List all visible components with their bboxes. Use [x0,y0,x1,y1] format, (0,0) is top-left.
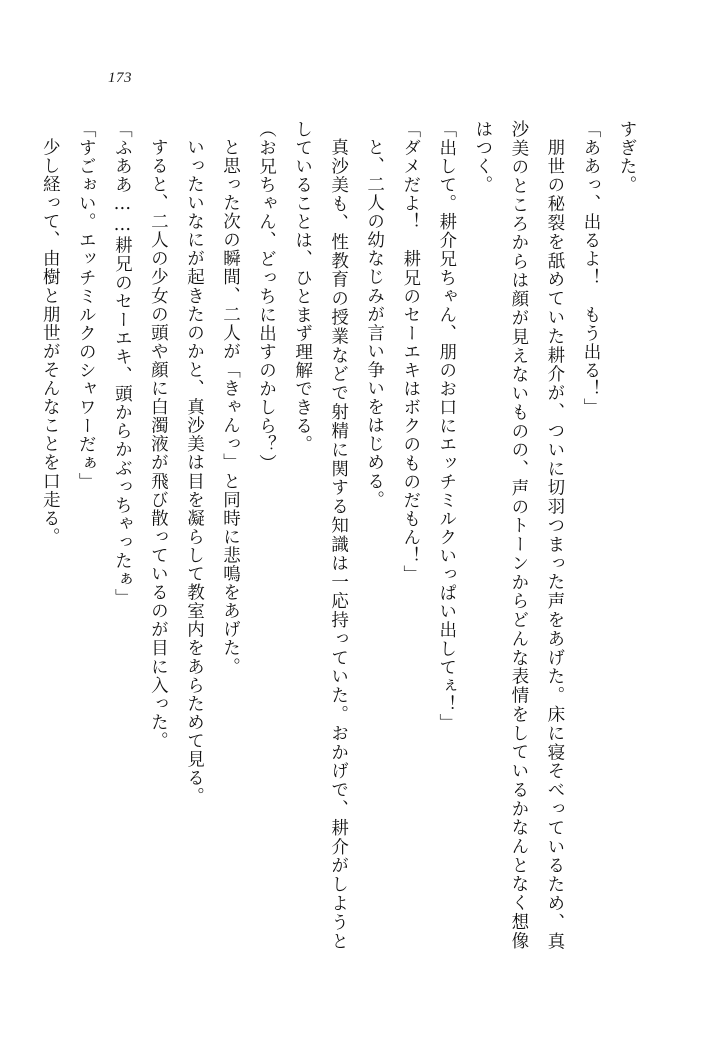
body-paragraph: 「ダメだよ！ 耕兄のセーエキはボクのものだもん！」 [400,120,421,584]
body-paragraph: 真沙美も、性教育の授業などで射精に関する知識は一応持っていた。おかげで、耕介がしようとしていることは、ひとまず理解できる。 [292,120,349,950]
body-paragraph: 「出して。耕介兄ちゃん、朋のお口にエッチミルクいっぱい出してぇ！」 [436,120,457,733]
body-paragraph: 少し経って、由樹と朋世がそんなことを口走る。 [40,137,61,546]
body-paragraph: と、二人の幼なじみが言い争いをはじめる。 [364,137,385,509]
body-paragraph: 「ふああ……耕兄のセーエキ、頭からかぶっちゃったぁ」 [112,120,133,608]
body-paragraph: （お兄ちゃん、どっちに出すのかしら？） [256,120,277,473]
body-paragraph: すぎた。 [617,120,637,195]
body-paragraph: 朋世の秘裂を舐めていた耕介が、ついに切羽つまった声をあげた。床に寝そべっているため、真沙美のところからは顔が見えないものの、声のトーンからどんな表情をしているかなんとなく想像はつく。 [472,120,565,950]
body-paragraph: すると、二人の少女の頭や顔に白濁液が飛び散っているのが目に入った。 [148,137,169,750]
page-body-text [40,120,645,950]
body-paragraph: いったいなにが起きたのかと、真沙美は目を凝らして教室内をあらためて見る。 [184,137,205,806]
body-paragraph: 「ああっ、出るよ！ もう出る！」 [580,120,601,417]
body-paragraph: 「すごぉい。エッチミルクのシャワーだぁ」 [76,120,97,491]
body-paragraph: と思った次の瞬間、二人が「きゃんっ」と同時に悲鳴をあげた。 [220,137,241,676]
page-number: 173 [108,70,132,86]
